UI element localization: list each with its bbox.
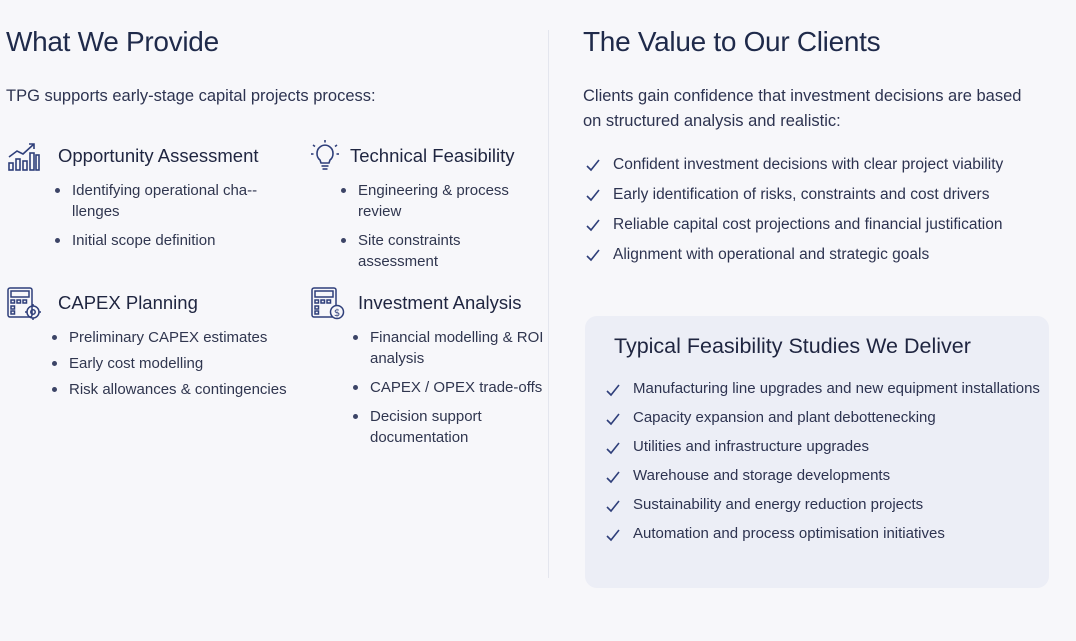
list-item: Site constraints assessment (340, 230, 540, 272)
section-heading: What We Provide (6, 26, 219, 57)
check-icon (605, 469, 621, 485)
check-icon (605, 440, 621, 456)
section-heading: The Value to Our Clients (583, 26, 881, 57)
value-list (583, 153, 1069, 267)
list-item: Identifying operational cha-llenges (54, 180, 292, 222)
check-icon (605, 527, 621, 543)
card-investment-analysis (310, 285, 546, 446)
check-icon (605, 382, 621, 398)
list-item: Confident investment decisions with clear project viability (583, 153, 1069, 177)
list-item: Sustainability and energy reduction projects (603, 494, 1043, 516)
what-we-provide-section (6, 0, 546, 641)
list-item: Financial modelling & ROI analysis (352, 327, 546, 369)
list-item: Engineering & process review (340, 180, 540, 222)
feasibility-studies-panel (585, 316, 1049, 588)
list-item: Early cost modelling (51, 353, 311, 374)
check-icon (605, 411, 621, 427)
list-item: Utilities and infrastructure upgrades (603, 436, 1043, 458)
card-title: Technical Feasibility (350, 145, 515, 166)
card-opportunity-assessment (6, 138, 306, 249)
list-item: Risk allowances & contingencies (51, 379, 311, 400)
card-technical-feasibility (310, 138, 546, 270)
check-icon (585, 187, 601, 203)
list-item: Decision support documentation (352, 406, 546, 448)
list-item: Warehouse and storage developments (603, 465, 1043, 487)
list-item: Capacity expansion and plant debottenecking (603, 407, 1043, 429)
calculator-gear-icon (6, 285, 42, 321)
list-item: Automation and process optimisation initiatives (603, 523, 1043, 545)
list-item: Manufacturing line upgrades and new equipment installations (603, 378, 1043, 400)
card-title: Opportunity Assessment (58, 145, 259, 166)
card-title: CAPEX Planning (58, 292, 198, 313)
list-item: Initial scope definition (54, 230, 292, 251)
check-icon (585, 247, 601, 263)
card-title: Investment Analysis (358, 292, 522, 313)
check-icon (585, 217, 601, 233)
svg-text:$: $ (333, 308, 341, 319)
lightbulb-icon (310, 138, 340, 174)
section-intro: Clients gain confidence that investment decisions are based on structured analysis and realistic: (583, 87, 1022, 130)
check-icon (585, 157, 601, 173)
feasibility-list (603, 378, 1043, 545)
list-item: Reliable capital cost projections and financial justification (583, 213, 1069, 237)
list-item: CAPEX / OPEX trade-offs (352, 377, 546, 398)
check-icon (605, 498, 621, 514)
bar-chart-icon (6, 138, 42, 174)
section-intro: TPG supports early-stage capital projects process: (6, 87, 376, 105)
list-item: Early identification of risks, constraints and cost drivers (583, 183, 1069, 207)
column-divider (548, 30, 549, 578)
list-item: Alignment with operational and strategic goals (583, 243, 1069, 267)
calculator-dollar-icon (310, 285, 346, 321)
card-capex-planning (6, 285, 306, 398)
list-item: Preliminary CAPEX estimates (51, 327, 311, 348)
panel-heading: Typical Feasibility Studies We Deliver (614, 334, 971, 358)
